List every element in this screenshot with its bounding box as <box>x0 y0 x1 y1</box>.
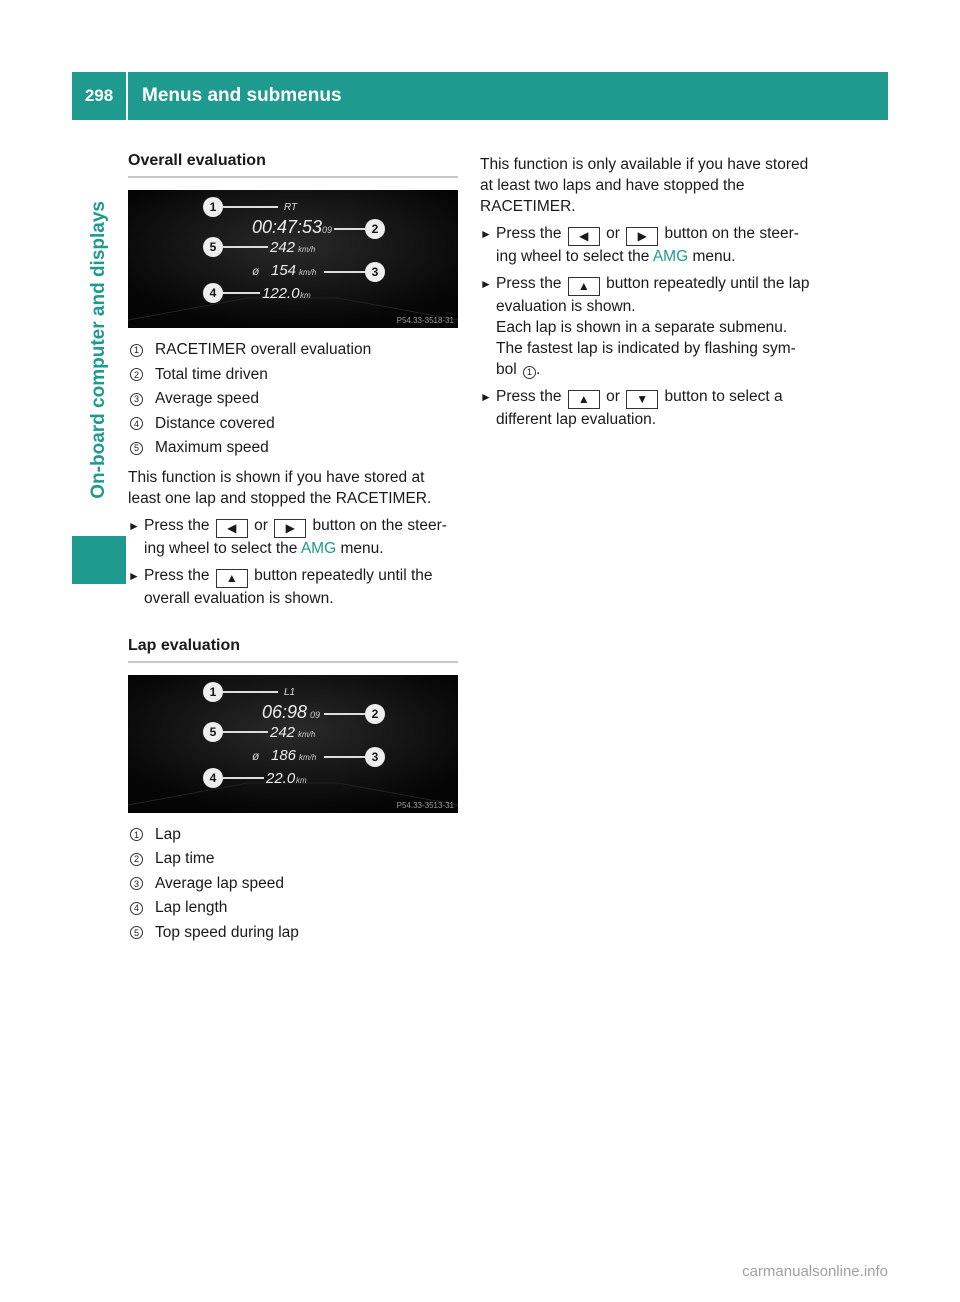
lap-max-speed: 242 <box>270 723 296 741</box>
right-step-3: ► Press the ▲ or ▼ button to select a different lap evaluation. <box>480 388 783 428</box>
lap-legend <box>128 823 458 946</box>
svg-text:3: 3 <box>371 749 379 764</box>
legend-item: 2 Total time driven <box>128 363 458 388</box>
overall-heading: Overall evaluation <box>128 150 458 178</box>
step-arrow-icon: ► <box>128 568 140 583</box>
lap-distance-unit: km <box>296 775 307 785</box>
svg-text:2: 2 <box>371 706 379 721</box>
right-step-2: ► Press the ▲ button repeatedly until the lap evaluation is shown. Each lap is shown in a separate submenu. The fastest lap is indicated by flashing sym-bol 1 . <box>480 275 810 378</box>
svg-text:5: 5 <box>209 724 217 739</box>
overall-max-speed: 242 <box>270 239 296 256</box>
lap-time-suffix: 09 <box>310 709 321 720</box>
svg-text:1: 1 <box>209 684 217 699</box>
overall-avg-speed-unit: km/h <box>299 268 317 277</box>
header-divider <box>126 72 128 120</box>
step-arrow-icon: ► <box>480 227 492 241</box>
left-column <box>128 150 458 945</box>
lap-heading: Lap evaluation <box>128 635 458 663</box>
side-tab-label: On-board computer and displays <box>88 201 109 499</box>
overall-mode: RT <box>284 202 298 213</box>
side-tab-marker <box>72 536 126 584</box>
overall-time-suffix: 09 <box>322 225 333 235</box>
legend-item: 4 Lap length <box>128 896 458 921</box>
amg-menu-label: AMG <box>652 248 689 265</box>
overall-display-image <box>128 190 458 328</box>
lap-image-code: P54.33-3513-31 <box>396 800 454 810</box>
lap-avg-speed: 186 <box>271 746 297 764</box>
svg-text:5: 5 <box>209 240 217 254</box>
page-number: 298 <box>84 86 114 105</box>
step-arrow-icon: ► <box>480 390 492 404</box>
side-tab <box>84 170 114 530</box>
svg-text:3: 3 <box>371 265 379 279</box>
legend-item: 5 Maximum speed <box>128 436 458 461</box>
right-step-1: ► Press the ◀ or ▶ button on the steer-ing wheel to select the AMG menu. <box>480 225 799 265</box>
amg-menu-label: AMG <box>300 539 337 557</box>
overall-body-text: This function is shown if you have stored at least one lap and stopped the RACETIMER. <box>128 468 432 507</box>
left-arrow-key-icon: ◀ <box>568 227 600 246</box>
overall-avg-prefix: ø <box>252 264 260 278</box>
right-arrow-key-icon: ▶ <box>274 519 306 538</box>
legend-item: 5 Top speed during lap <box>128 921 458 946</box>
header-bar <box>72 72 888 120</box>
legend-item: 1 Lap <box>128 823 458 848</box>
footer-watermark[interactable]: carmanualsonline.info <box>742 1263 888 1280</box>
overall-image-code: P54.33-3518-31 <box>396 316 454 325</box>
lap-avg-speed-unit: km/h <box>299 752 317 762</box>
svg-text:4: 4 <box>209 770 217 785</box>
lap-avg-prefix: ø <box>252 748 260 763</box>
legend-item: 2 Lap time <box>128 847 458 872</box>
lap-display-image <box>128 675 458 813</box>
legend-item: 3 Average lap speed <box>128 872 458 897</box>
up-arrow-key-icon: ▲ <box>216 569 248 588</box>
right-body-text: This function is only available if you have stored at least two laps and have stopped the RACETIMER. <box>480 156 809 215</box>
svg-text:4: 4 <box>209 286 217 300</box>
legend-item: 4 Distance covered <box>128 412 458 437</box>
legend-item: 1 RACETIMER overall evaluation <box>128 338 458 363</box>
legend-item: 3 Average speed <box>128 387 458 412</box>
svg-text:2: 2 <box>371 222 379 236</box>
down-arrow-key-icon: ▼ <box>626 390 658 409</box>
overall-max-speed-unit: km/h <box>298 245 316 254</box>
step-arrow-icon: ► <box>480 277 492 291</box>
lap-max-speed-unit: km/h <box>298 729 316 739</box>
section-title: Menus and submenus <box>142 85 342 106</box>
left-arrow-key-icon: ◀ <box>216 519 248 538</box>
overall-avg-speed: 154 <box>271 262 297 279</box>
right-arrow-key-icon: ▶ <box>626 227 658 246</box>
lap-mode: L1 <box>284 686 296 698</box>
overall-time: 00:47:53 <box>252 217 323 237</box>
overall-distance: 122.0 <box>262 285 300 302</box>
step-arrow-icon: ► <box>128 518 140 533</box>
overall-distance-unit: km <box>300 291 311 300</box>
lap-time: 06:98 <box>262 701 308 722</box>
lap-display-svg <box>128 675 458 813</box>
up-arrow-key-icon: ▲ <box>568 277 600 296</box>
overall-legend <box>128 338 458 461</box>
callout-1-symbol: 1 <box>523 366 536 379</box>
up-arrow-key-icon: ▲ <box>568 390 600 409</box>
lap-distance: 22.0 <box>266 769 296 787</box>
svg-text:1: 1 <box>209 200 217 214</box>
overall-step-2: ► Press the ▲ button repeatedly until the overall evaluation is shown. <box>128 566 433 607</box>
right-column <box>480 154 816 430</box>
overall-display-svg <box>128 190 458 328</box>
overall-step-1: ► Press the ◀ or ▶ button on the steer-ing wheel to select the AMG menu. <box>128 516 447 557</box>
